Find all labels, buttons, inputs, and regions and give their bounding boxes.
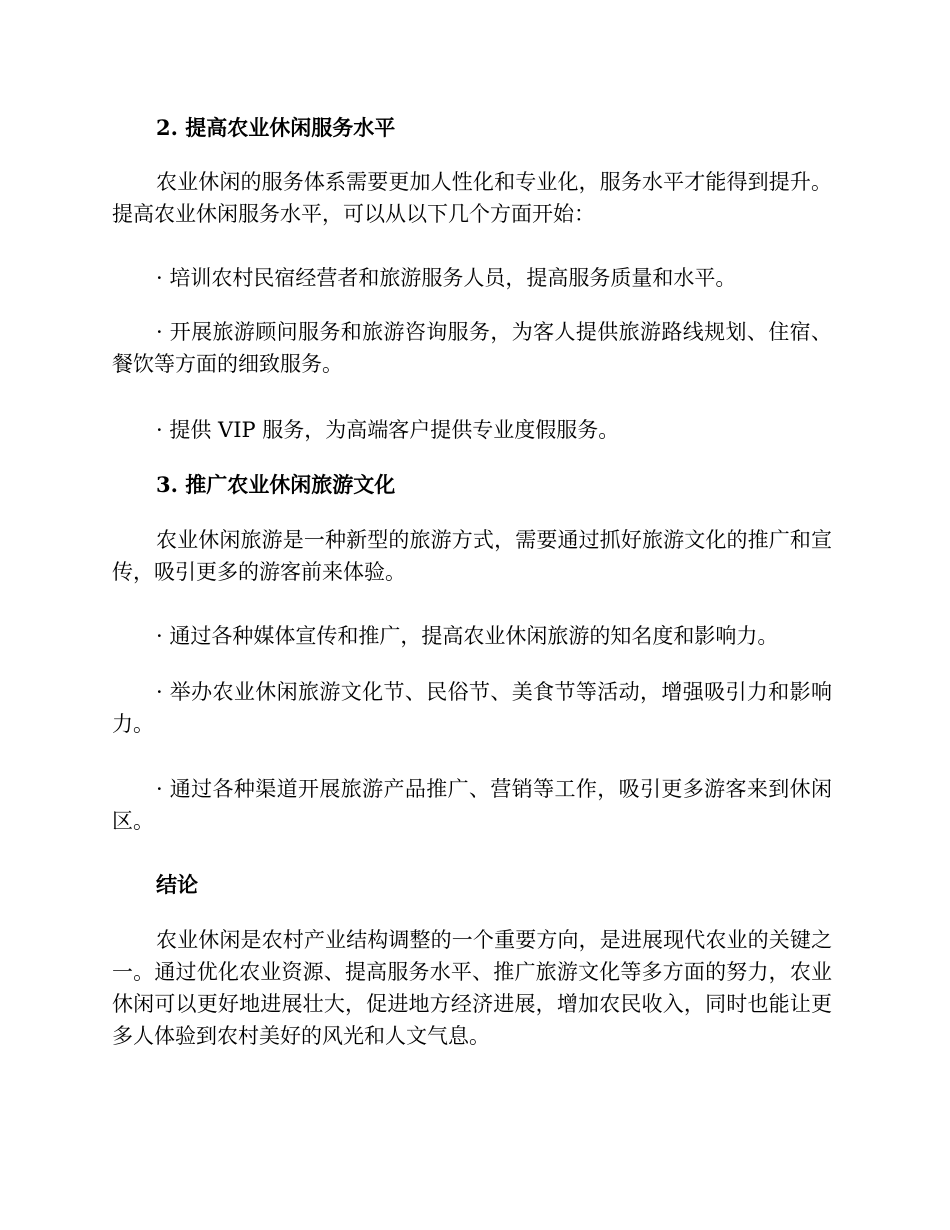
bullet-item: · 提供 VIP 服务，为高端客户提供专业度假服务。: [156, 418, 620, 442]
bullet-item: · 通过各种媒体宣传和推广，提高农业休闲旅游的知名度和影响力。: [156, 624, 779, 648]
section-paragraph-culture: 农业休闲旅游是一种新型的旅游方式，需要通过抓好旅游文化的推广和宣传，吸引更多的游客前来体验。: [112, 528, 832, 584]
bullet-item: · 培训农村民宿经营者和旅游服务人员，提高服务质量和水平。: [156, 266, 737, 290]
section-paragraph-service: 农业休闲的服务体系需要更加人性化和专业化，服务水平才能得到提升。提高农业休闲服务水平，可以从以下几个方面开始：: [112, 170, 832, 226]
conclusion-heading: 结论: [156, 872, 198, 897]
section-heading-culture: 3. 推广农业休闲旅游文化: [156, 472, 396, 497]
bullet-item: · 举办农业休闲旅游文化节、民俗节、美食节等活动，增强吸引力和影响力。: [112, 680, 832, 736]
conclusion-paragraph: 农业休闲是农村产业结构调整的一个重要方向，是进展现代农业的关键之一。通过优化农业资源、提高服务水平、推广旅游文化等多方面的努力，农业休闲可以更好地进展壮大，促进地方经济进展，增加农民收入，同时也能让更多人体验到农村美好的风光和人文气息。: [112, 928, 832, 1048]
bullet-item: · 开展旅游顾问服务和旅游咨询服务，为客人提供旅游路线规划、住宿、餐饮等方面的细致服务。: [112, 320, 832, 376]
section-heading-service: 2. 提高农业休闲服务水平: [156, 115, 396, 140]
bullet-item: · 通过各种渠道开展旅游产品推广、营销等工作，吸引更多游客来到休闲区。: [112, 777, 832, 833]
